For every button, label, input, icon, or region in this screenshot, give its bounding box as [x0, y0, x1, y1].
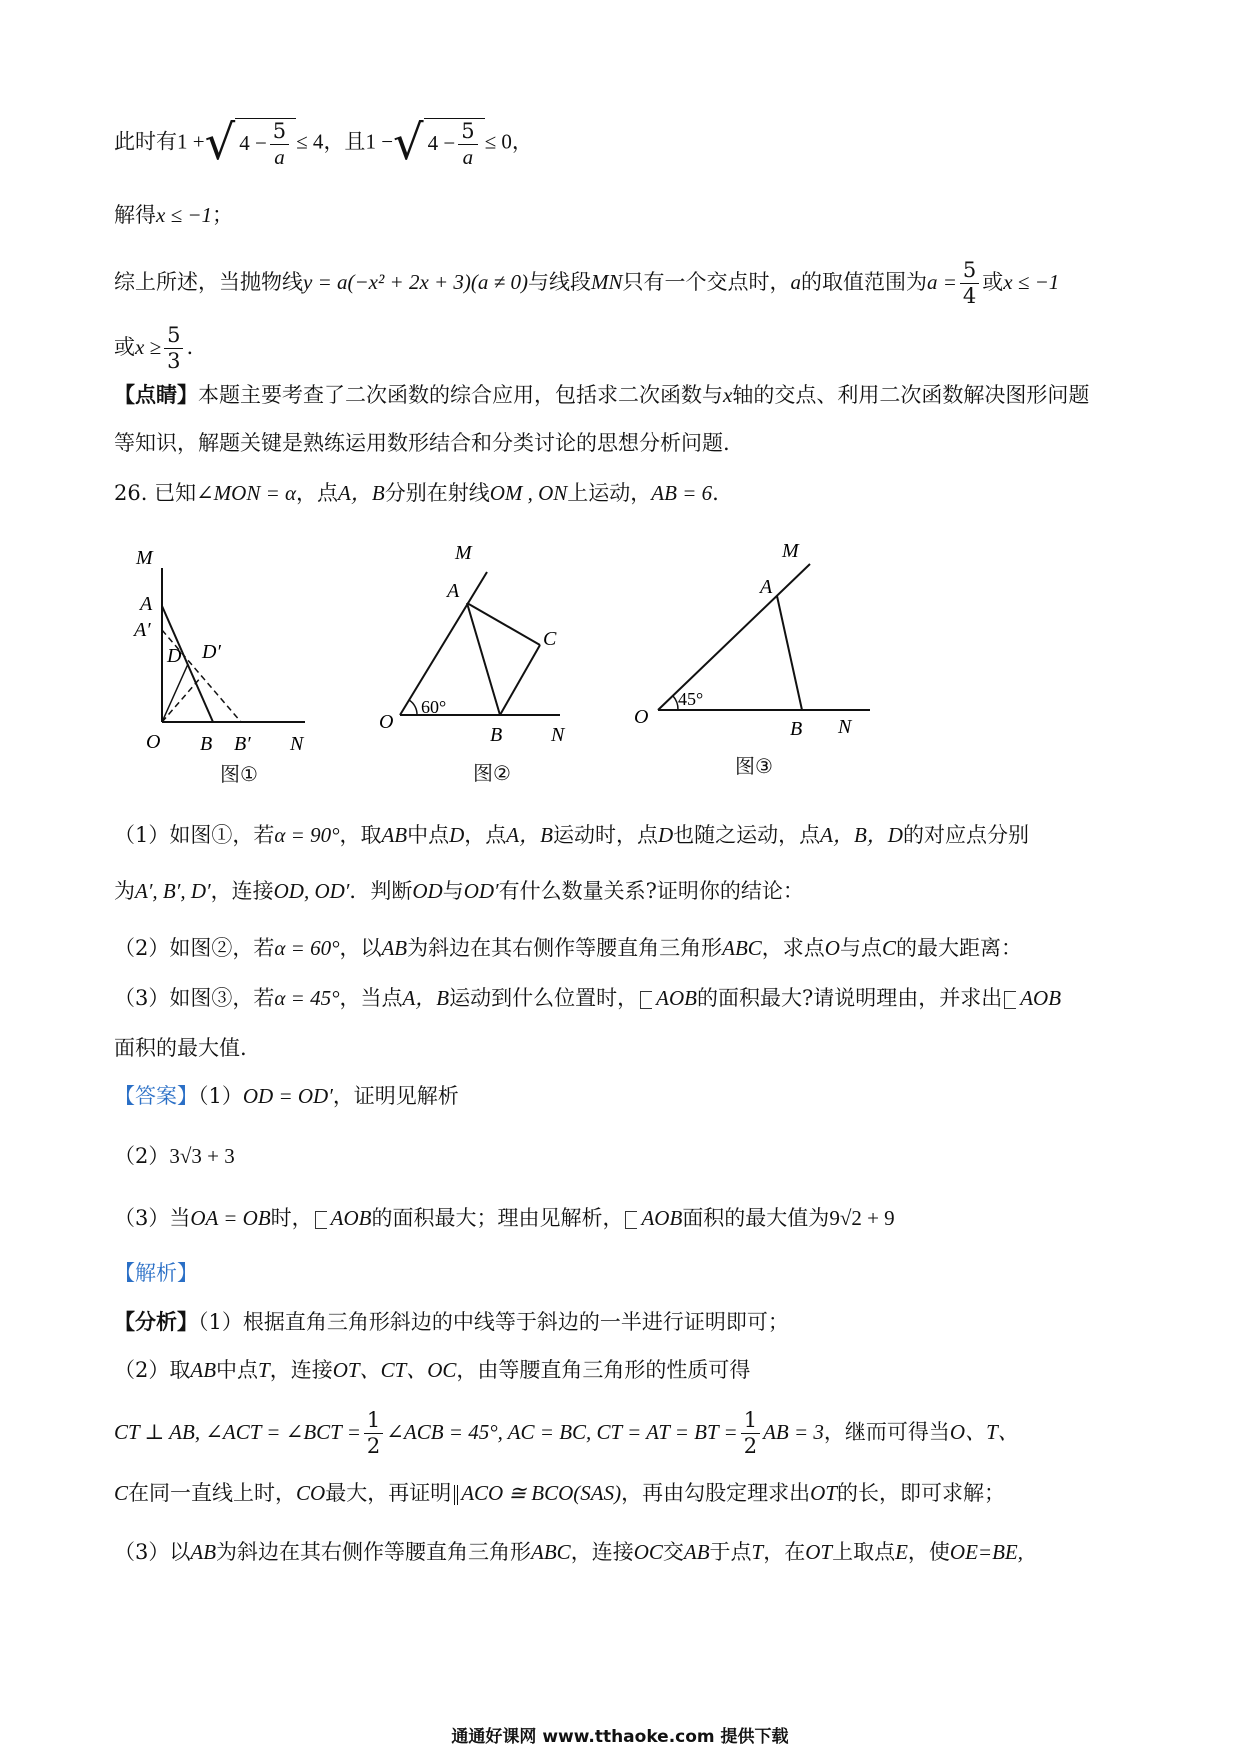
fenxi-5: （3）以AB为斜边在其右侧作等腰直角三角形ABC，连接OC交AB于点T，在OT上取点E，使OE=BE, [114, 1540, 1023, 1564]
label-D-prime: D′ [202, 641, 221, 663]
line-4: 或x ≥ $\frac{5}{3}$ . [114, 323, 194, 373]
label-O: O [379, 711, 394, 733]
label-M: M [782, 540, 799, 562]
fenxi-2: （2）取AB中点T，连接OT、CT、OC，由等腰直角三角形的性质可得 [114, 1358, 751, 1382]
label-B: B [790, 718, 803, 740]
figure-2-caption: 图② [473, 761, 511, 785]
label-N: N [290, 733, 304, 755]
triangle-symbol [315, 1211, 327, 1229]
dianjing-line-2: 等知识，解题关键是熟练运用数形结合和分类讨论的思想分析问题. [114, 431, 730, 455]
figure-1 [120, 550, 330, 755]
footer-watermark: 通通好课网 www.tthaoke.com 提供下载 [451, 1727, 789, 1747]
figure-2 [375, 545, 585, 755]
subq-3-line-2: 面积的最大值. [114, 1036, 247, 1060]
triangle-symbol [625, 1211, 637, 1229]
line-1: 此时有1 +√ 4 − $\frac{5}{a}$ ≤ 4，且1 −√ 4 − $\frac{5}{a}$ ≤ 0， [114, 115, 533, 171]
line-2: 解得x ≤ −1； [114, 203, 234, 227]
triangle-symbol [454, 1485, 458, 1505]
label-A: A [447, 580, 460, 602]
subq-1-line-1: （1）如图①，若α = 90°，取AB中点D，点A，B运动时，点D也随之运动，点A，B，D的对应点分别 [114, 823, 1029, 847]
fenxi-1: 【分析】（1）根据直角三角形斜边的中线等于斜边的一半进行证明即可； [114, 1309, 789, 1334]
figure-3 [630, 535, 880, 750]
sqrt-expression: √ 4 − $\frac{5}{a}$ [205, 118, 297, 168]
jiexi-tag: 【解析】 [114, 1261, 198, 1285]
question-26: 26. 已知∠MON = α，点A，B分别在射线OM , ON上运动，AB = 6. [114, 481, 719, 505]
label-A: A [140, 593, 153, 615]
label-N: N [838, 716, 852, 738]
line-3: 综上所述，当抛物线y = a(−x² + 2x + 3)(a ≠ 0)与线段MN只有一个交点时，a的取值范围为a = $\frac{5}{4}$ 或x ≤ −1 [114, 258, 1060, 308]
label-A: A [760, 576, 773, 598]
label-B: B [490, 724, 503, 746]
fenxi-3: CT ⊥ AB, ∠ACT = ∠BCT = $\frac{1}{2}$ ∠ACB = 45°, AC = BC, CT = AT = BT = $\frac{1}{2}$ AB = 3，继而可得当O、T、 [114, 1408, 1019, 1458]
label-D: D [167, 645, 182, 667]
label-A-prime: A′ [134, 619, 151, 641]
subq-3-line-1: （3）如图③，若α = 45°，当点A，B运动到什么位置时， AOB的面积最大?请说明理由，并求出 AOB [114, 986, 1062, 1010]
label-O: O [146, 731, 161, 753]
label-B: B [200, 733, 213, 755]
label-M: M [455, 545, 472, 564]
fenxi-4: C在同一直线上时，CO最大，再证明 ACO ≅ BCO(SAS)，再由勾股定理求出OT的长，即可求解； [114, 1481, 1005, 1505]
dianjing-line-1: 【点睛】本题主要考查了二次函数的综合应用，包括求二次函数与x轴的交点、利用二次函数解决图形问题 [114, 382, 1090, 407]
triangle-symbol [640, 991, 652, 1009]
angle-label: 45° [678, 689, 704, 709]
answer-2: （2）3√3 + 3 [114, 1144, 235, 1168]
label-M: M [136, 550, 153, 569]
angle-label: 60° [421, 697, 447, 717]
label-N: N [551, 724, 565, 746]
sqrt-expression: √ 4 − $\frac{5}{a}$ [393, 118, 485, 168]
subq-2: （2）如图②，若α = 60°，以AB为斜边在其右侧作等腰直角三角形ABC，求点O与点C的最大距离： [114, 936, 1022, 960]
subq-1-line-2: 为A′, B′, D′，连接OD, OD′．判断OD与OD′有什么数量关系?证明你的结论： [114, 879, 804, 903]
answer-1: 【答案】（1）OD = OD′，证明见解析 [114, 1084, 459, 1108]
figure-1-caption: 图① [220, 762, 258, 786]
label-B-prime: B′ [234, 733, 251, 755]
answer-3: （3）当OA = OB时， AOB的面积最大；理由见解析， AOB面积的最大值为9√2 + 9 [114, 1206, 895, 1230]
figure-3-caption: 图③ [735, 754, 773, 778]
label-C: C [543, 628, 557, 650]
triangle-symbol [1004, 991, 1016, 1009]
label-O: O [634, 706, 649, 728]
